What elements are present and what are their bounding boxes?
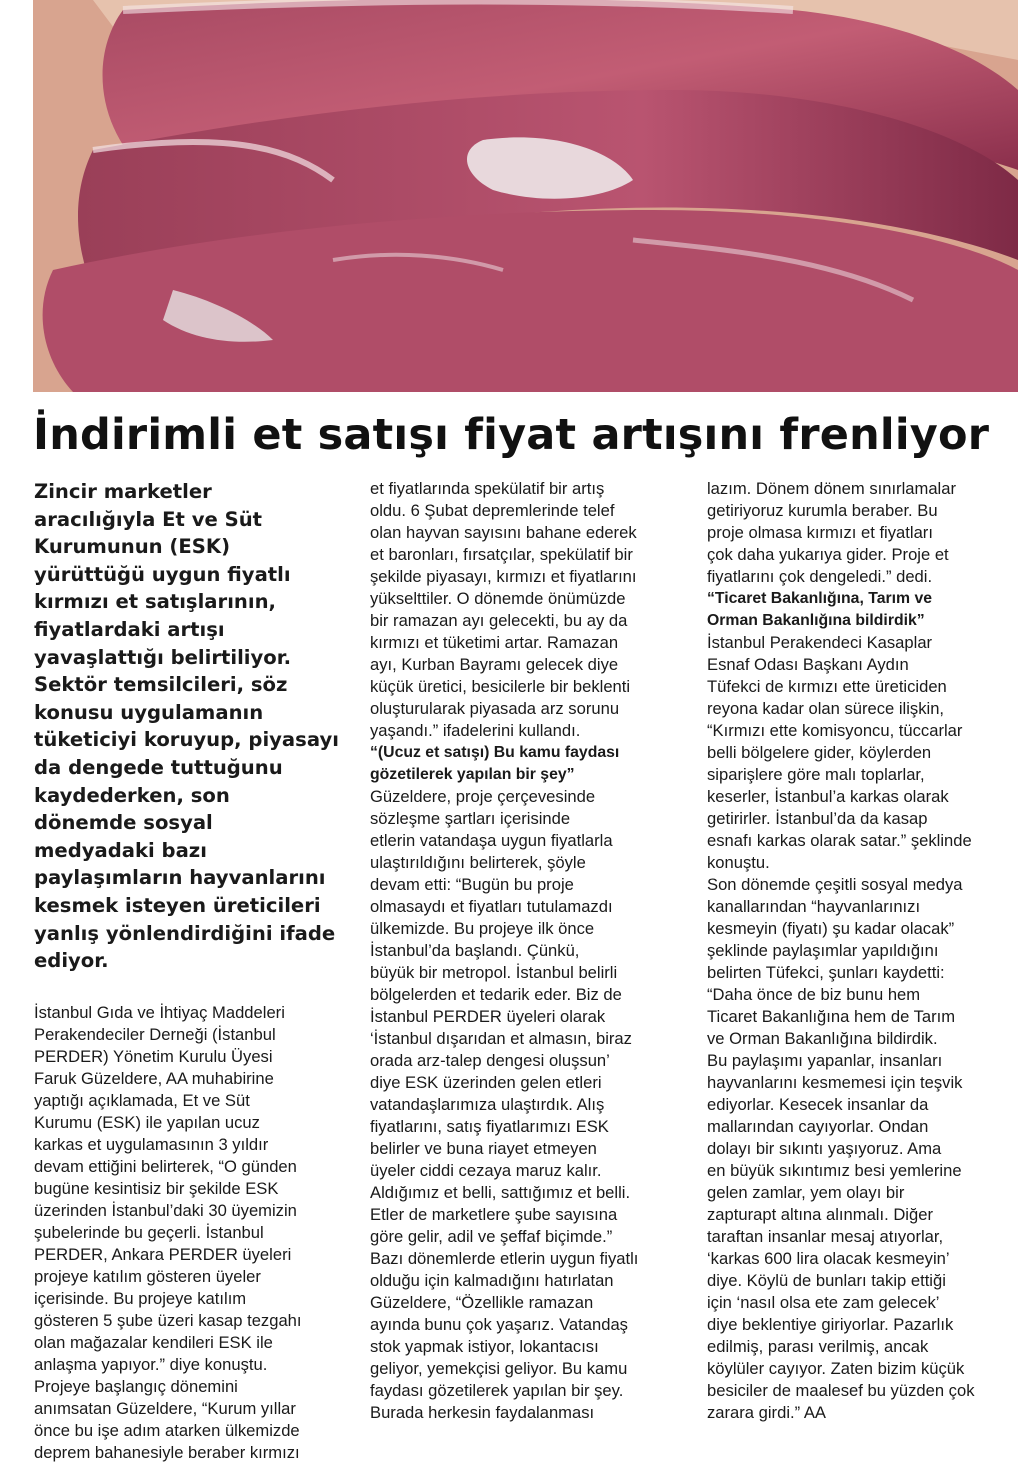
subheading-ministry: “Ticaret Bakanlığına, Tarım ve Orman Bakanlığına bildirdik” (707, 590, 933, 629)
column-1 (34, 478, 339, 1464)
column-1-body: İstanbul Gıda ve İhtiyaç Maddeleri Perakendeciler Derneği (İstanbul PERDER) Yönetim Kurulu Üyesi Faruk Güzeldere, AA muhabirine yaptığı açıklamada, Et ve Süt Kurumu (ESK) ile yapılan ucuz karkas et uygulamasının 3 yıldır devam ettiğini belirterek, “O günden bugüne kesintisiz bir şekilde ESK üzerinden İstanbul’daki 30 üyemizin şubelerinde bu geçerli. İstanbul PERDER, Ankara PERDER üyeleri projeye katılım gösteren üyeler içerisinde. Bu projeye katılım gösteren 5 şube üzeri kasap tezgahı olan mağazalar kendileri ESK ile anlaşma yapıyor.” diye konuştu. Projeye başlangıç dönemini anımsatan Güzeldere, “Kurum yıllar önce bu işe adım atarken ülkemizde deprem bahanesiyle beraber kırmızı (34, 1002, 302, 1462)
column-3 (707, 478, 1025, 1424)
column-2-body-part-2: Güzeldere, proje çerçevesinde sözleşme şartları içerisinde etlerin vatandaşa uygun fiyatlarla ulaştırıldığını belirterek, şöyle devam etti: “Bugün bu proje olmasaydı et fiyatları tutulamazdı ülkemizde. Bu projeye ilk önce İstanbul’da başlandı. Çünkü, büyük bir metropol. İstanbul belirli bölgelerden et tedarik eder. Biz de İstanbul PERDER üyeleri olarak ‘İstanbul dışarıdan et almasın, biraz orada arz-talep dengesi oluşsun’ diye ESK üzerinden gelen etleri vatandaşlarımıza ulaştırdık. Alış fiyatlarını, satış fiyatlarımızı ESK belirler ve buna riayet etmeyen üyeler ciddi cezaya maruz kalır. Aldığımız et belli, sattığımız et belli. Etler de marketlere şube sayısına göre gelir, adil ve şeffaf biçimde.” Bazı dönemlerde etlerin uygun fiyatlı olduğu için kalmadığını hatırlatan Güzeldere, “Özellikle ramazan ayında bunu çok yaşarız. Vatandaş stok yapmak istiyor, lokantacısı geliyor, yemekçisi geliyor. Bu kamu faydası gözetilerek yapılan bir şey. Burada herkesin faydalanması (370, 787, 639, 1422)
article-lead: Zincir marketler aracılığıyla Et ve Süt Kurumunun (ESK) yürüttüğü uygun fiyatlı kırmızı et satışlarının, fiyatlardaki artışı yavaşlattığı belirtiliyor. Sektör temsilcileri, söz konusu uygulamanın tüketiciyi koruyup, piyasayı da dengede tuttuğunu kaydederken, son dönemde sosyal medyadaki bazı paylaşımların hayvanlarını kesmek isteyen üreticileri yanlış yönlendirdiğini ifade ediyor. (34, 480, 339, 973)
meat-photo-icon (33, 0, 1018, 392)
column-3-body-part-1: lazım. Dönem dönem sınırlamalar getiriyoruz kurumla beraber. Bu proje olmasa kırmızı et fiyatları çok daha yukarıya gider. Proje et fiyatlarını çok dengeledi.” dedi. (707, 479, 956, 586)
column-2 (370, 478, 683, 1424)
article-headline: İndirimli et satışı fiyat artışını frenliyor (33, 410, 990, 460)
column-3-body-part-2: İstanbul Perakendeci Kasaplar Esnaf Odası Başkanı Aydın Tüfekci de kırmızı ette üreticiden reyona kadar olan sürece ilişkin, “Kırmızı ette komisyoncu, tüccarlar belli bölgelere gider, köylerden siparişlere göre malı toplarlar, keserler, İstanbul’a karkas olarak getirirler. İstanbul’da da kasap esnafı karkas olarak satar.” şeklinde konuştu. Son dönemde çeşitli sosyal medya kanallarından “hayvanlarınızı kesmeyin (fiyatı) şu kadar olacak” şeklinde paylaşımlar yapıldığını belirten Tüfekci, şunları kaydetti: “Daha önce de biz bunu hem Ticaret Bakanlığına hem de Tarım ve Orman Bakanlığına bildirdik. Bu paylaşımı yapanlar, insanları hayvanlarını kesmemesi için teşvik ediyorlar. Kesecek insanlar da mallarından cayıyorlar. Ondan dolayı bir sıkıntı yaşıyoruz. Ama en büyük sıkıntımız besi yemlerine gelen zamlar, yem olayı bir zapturapt altına alınmalı. Diğer taraftan insanlar mesaj atıyorlar, ‘karkas 600 lira olacak kesmeyin’ diye. Köylü de bunları takip ettiği için ‘nasıl olsa ete zam gelecek’ diye beklentiye giriyorlar. Pazarlık edilmiş, parası verilmiş, ancak köylüler cayıyor. Zaten bizim küçük besiciler de maalesef bu yüzden çok zarara girdi.” AA (707, 633, 975, 1422)
subheading-cheap-meat: “(Ucuz et satışı) Bu kamu faydası gözetilerek yapılan bir şey” (370, 744, 620, 783)
column-2-body-part-1: et fiyatlarında spekülatif bir artış oldu. 6 Şubat depremlerinde telef olan hayvan sayısını bahane ederek et baronları, fırsatçılar, spekülatif bir şekilde piyasayı, kırmızı et fiyatlarını yükselttiler. O dönemde önümüzde bir ramazan ayı gelecekti, bu ay da kırmızı et tüketimi artar. Ramazan ayı, Kurban Bayramı gelecek diye küçük üretici, besicilerle bir beklenti oluşturularak piyasada arz sorunu yaşandı.” ifadelerini kullandı. (370, 479, 637, 740)
meat-photo (33, 0, 1018, 392)
